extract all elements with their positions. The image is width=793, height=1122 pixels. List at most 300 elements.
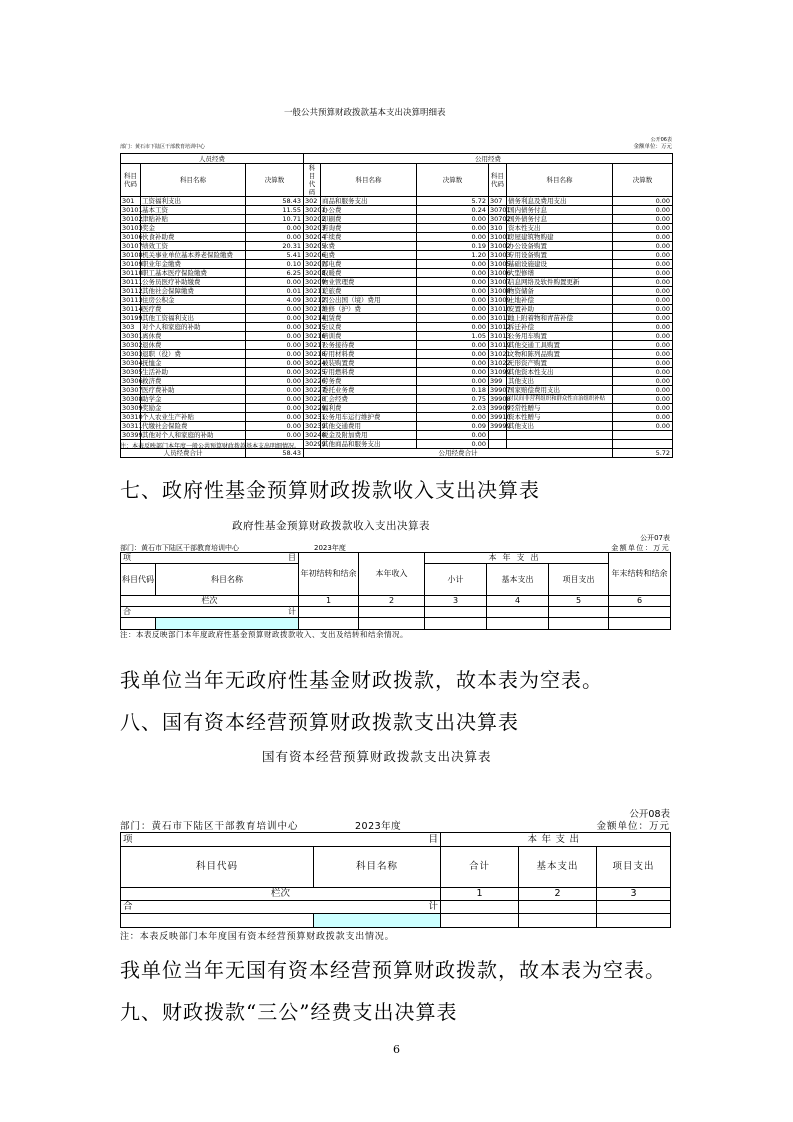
cell-other-name: 国家赔偿费用支出	[507, 386, 613, 395]
total-personnel-label: 人员经费合计	[121, 449, 246, 458]
table-row	[121, 914, 671, 928]
cell-other-code: 399	[489, 377, 507, 386]
cell-personnel-name: 公务员医疗补助缴费	[141, 278, 246, 287]
cell-personnel-name: 职业年金缴费	[141, 260, 246, 269]
cell-public-amount: 1.05	[417, 332, 489, 341]
cell-personnel-name: 机关事业单位基本养老保险缴费	[141, 251, 246, 260]
cell-public-name: 公务用车运行维护费	[321, 413, 417, 422]
cell-personnel-code: 30102	[122, 215, 143, 223]
table-row	[121, 413, 673, 422]
cell-other-code: 31013	[490, 332, 511, 340]
cell-other-amount: 0.00	[613, 413, 673, 422]
table-row	[121, 404, 673, 413]
cell-public-code: 30215	[305, 323, 326, 331]
cell-other-name: 土地补偿	[507, 296, 613, 305]
cell-public-amount: 0.00	[417, 323, 489, 332]
table-row	[121, 377, 673, 386]
cell-other-amount: 0.00	[613, 323, 673, 332]
column-number-row	[121, 596, 671, 607]
cell-public-code: 30205	[305, 242, 326, 250]
cell-other-name: 文物和陈列品购置	[507, 350, 613, 359]
cell-public-code: 30212	[305, 296, 326, 304]
cell-other-code: 31006	[490, 269, 511, 277]
cell-personnel-code: 30108	[122, 251, 143, 259]
cell-personnel-code: 30306	[122, 377, 143, 385]
table-cell	[441, 914, 519, 928]
table-row	[121, 422, 673, 431]
cell-public-code: 30227	[305, 386, 326, 394]
cell-public-code: 30216	[305, 332, 326, 340]
cell-public-name: 电费	[321, 251, 417, 260]
section7-empty-statement: 我单位当年无政府性基金财政拨款，故本表为空表。	[120, 668, 603, 692]
cell-public-amount: 0.24	[417, 206, 489, 215]
table-header-row	[121, 847, 671, 888]
table8-form-number: 公开08表	[629, 809, 670, 820]
cell-other-code: 31002	[490, 242, 511, 250]
cell-other-code: 31011	[490, 314, 511, 322]
cell-other-amount: 0.00	[613, 296, 673, 305]
cell-personnel-code: 30110	[122, 269, 143, 277]
cell-personnel-amount: 0.00	[246, 404, 304, 413]
cell-public-amount: 0.00	[417, 368, 489, 377]
cell-other-amount: 0.00	[613, 422, 673, 431]
total-label	[121, 607, 299, 618]
table-row	[121, 341, 673, 350]
total-label-left: 合	[123, 607, 131, 616]
col-header-closing-balance: 年末结转和结余	[609, 553, 671, 596]
cell-public-name: 办公费	[321, 206, 417, 215]
cell-other-amount: 0.00	[613, 251, 673, 260]
cell-other-name: 经常性赠与	[507, 404, 613, 413]
cell-public-amount: 0.75	[417, 395, 489, 404]
cell-public-code: 30299	[305, 440, 326, 448]
cell-public-code: 30209	[305, 278, 326, 286]
cell-public-code: 30217	[305, 341, 326, 349]
cell-personnel-code: 30301	[122, 332, 143, 340]
cell-other-amount: 0.00	[613, 395, 673, 404]
cell-public-amount: 0.18	[417, 386, 489, 395]
cell-personnel-amount: 4.09	[246, 296, 304, 305]
cell-other-amount: 0.00	[613, 332, 673, 341]
col-header-amount: 决算数	[417, 164, 489, 197]
column-number: 2	[519, 888, 597, 901]
cell-other-code: 310	[489, 224, 507, 233]
cell-public-amount: 0.00	[417, 215, 489, 224]
item-header-right: 目	[428, 833, 438, 845]
cell-personnel-name: 离休费	[141, 332, 246, 341]
table1-title: 一般公共预算财政拨款基本支出决算明细表	[284, 108, 446, 118]
highlighted-cell	[156, 618, 299, 630]
col-header-code: 科目代码	[121, 164, 141, 197]
cell-other-amount: 0.00	[613, 305, 673, 314]
cell-personnel-name: 奖金	[141, 224, 246, 233]
cell-public-name: 差旅费	[321, 287, 417, 296]
cell-personnel-amount: 0.00	[246, 377, 304, 386]
column-number: 5	[549, 596, 609, 607]
cell-public-code: 30231	[305, 413, 326, 421]
group-header-expense: 本年支出	[425, 553, 609, 564]
cell-personnel-amount: 0.00	[246, 359, 304, 368]
cell-other-code: 31021	[490, 350, 511, 358]
cell-other-code: 31005	[490, 260, 511, 268]
table-row	[121, 431, 673, 440]
column-number: 3	[425, 596, 487, 607]
cell-other-amount: 0.00	[613, 224, 673, 233]
cell-other-amount	[613, 440, 673, 449]
cell-personnel-code: 30308	[122, 395, 143, 403]
cell-public-name: 培训费	[321, 332, 417, 341]
cell-public-name: 因公出国（境）费用	[321, 296, 417, 305]
cell-personnel-name: 助学金	[141, 395, 246, 404]
column-number-row	[121, 888, 671, 901]
table-row	[121, 242, 673, 251]
table-row	[121, 323, 673, 332]
cell-personnel-code: 30103	[122, 224, 143, 232]
group-header-public: 公用经费	[304, 154, 673, 164]
table-row	[121, 386, 673, 395]
col-header-code: 科目代码	[489, 164, 507, 197]
cell-public-amount: 0.00	[417, 269, 489, 278]
table-row	[121, 287, 673, 296]
col-header-basic: 基本支出	[487, 564, 549, 596]
cell-public-name: 公务接待费	[321, 341, 417, 350]
table-cell	[549, 618, 609, 630]
cell-public-name: 印刷费	[321, 215, 417, 224]
cell-public-name: 福利费	[321, 404, 417, 413]
cell-public-code: 30203	[305, 224, 326, 232]
cell-other-name: 其他支出	[507, 422, 613, 431]
table1-form-number: 公开06表	[650, 137, 672, 143]
total-label-right: 计	[288, 607, 296, 616]
cell-personnel-name: 对个人和家庭的补助	[141, 323, 246, 332]
cell-personnel-name: 生活补助	[141, 368, 246, 377]
table-row	[121, 269, 673, 278]
cell-other-name	[507, 431, 613, 440]
cell-other-name	[507, 440, 613, 449]
cell-personnel-code: 30304	[122, 359, 143, 367]
group-header-personnel: 人员经费	[121, 154, 304, 164]
cell-public-name: 会议费	[321, 323, 417, 332]
cell-personnel-name: 其他对个人和家庭的补助	[141, 431, 246, 440]
cell-public-name: 物业管理费	[321, 278, 417, 287]
cell-public-amount: 0.19	[417, 242, 489, 251]
cell-personnel-amount: 0.00	[246, 305, 304, 314]
basic-expenditure-detail-table	[120, 153, 673, 458]
cell-personnel-amount: 0.00	[246, 314, 304, 323]
cell-other-name: 无形资产购置	[507, 359, 613, 368]
cell-personnel-name: 住房公积金	[141, 296, 246, 305]
total-public-amount: 5.72	[613, 449, 673, 458]
col-header-name: 科目名称	[141, 164, 246, 197]
table-row	[121, 296, 673, 305]
cell-personnel-name: 伙食补助费	[141, 233, 246, 242]
table8-unit: 金额单位：万元	[596, 821, 670, 832]
table8-department: 部门：黄石市下陆区干部教育培训中心	[120, 821, 299, 832]
table7-year: 2023年度	[314, 544, 346, 552]
cell-personnel-amount: 0.01	[246, 287, 304, 296]
cell-other-name: 安置补助	[507, 305, 613, 314]
cell-public-amount: 0.00	[417, 359, 489, 368]
cell-public-amount: 0.00	[417, 278, 489, 287]
cell-public-amount: 0.00	[417, 233, 489, 242]
table7-title: 政府性基金预算财政拨款收入支出决算表	[232, 520, 430, 532]
cell-other-name: 大型修缮	[507, 269, 613, 278]
cell-other-name: 其他支出	[507, 377, 613, 386]
cell-other-code: 31010	[490, 305, 511, 313]
cell-personnel-amount: 6.25	[246, 269, 304, 278]
item-header-left: 项	[123, 553, 131, 562]
cell-personnel-code: 303	[121, 323, 141, 332]
cell-public-amount: 0.09	[417, 422, 489, 431]
cell-public-amount: 0.00	[417, 305, 489, 314]
table-cell	[121, 914, 314, 928]
cell-public-amount: 0.00	[417, 314, 489, 323]
cell-other-name: 国外债务付息	[507, 215, 613, 224]
cell-other-amount: 0.00	[613, 269, 673, 278]
cell-personnel-code: 30305	[122, 368, 143, 376]
column-number: 1	[441, 888, 519, 901]
cell-personnel-code: 30109	[122, 260, 143, 268]
table-row	[121, 305, 673, 314]
total-label-right: 计	[428, 901, 438, 912]
cell-personnel-name: 津贴补贴	[141, 215, 246, 224]
cell-personnel-amount: 0.00	[246, 278, 304, 287]
table-cell	[597, 901, 671, 914]
cell-other-amount: 0.00	[613, 314, 673, 323]
cell-public-amount: 0.00	[417, 413, 489, 422]
cell-other-code: 31012	[490, 323, 511, 331]
table8-note: 注：本表反映部门本年度国有资本经营预算财政拨款支出情况。	[120, 932, 395, 942]
table-header-row	[121, 833, 671, 847]
cell-other-code: 31019	[490, 341, 511, 349]
cell-other-name: 办公设备购置	[507, 242, 613, 251]
table-header-row	[121, 553, 671, 564]
cell-other-code: 39999	[490, 422, 511, 430]
cell-other-amount: 0.00	[613, 287, 673, 296]
table-header-row	[121, 164, 673, 197]
cell-public-name: 劳务费	[321, 377, 417, 386]
table-cell	[425, 607, 487, 618]
table-cell	[299, 607, 359, 618]
col-header-name: 科目名称	[507, 164, 613, 197]
cell-personnel-name: 工资福利支出	[141, 197, 246, 206]
cell-other-code: 31099	[490, 368, 511, 376]
cell-personnel-name: 抚恤金	[141, 359, 246, 368]
cell-public-code: 30229	[305, 404, 326, 412]
table-cell	[597, 914, 671, 928]
cell-other-name: 债务利息及费用支出	[507, 197, 613, 206]
cell-public-code: 30218	[305, 350, 326, 358]
cell-public-name: 邮电费	[321, 260, 417, 269]
cell-public-amount: 0.00	[417, 341, 489, 350]
cell-other-name: 国内债务付息	[507, 206, 613, 215]
table-header-row	[121, 154, 673, 164]
cell-personnel-name: 退职（役）费	[141, 350, 246, 359]
section7-heading: 七、政府性基金预算财政拨款收入支出决算表	[120, 478, 540, 502]
cell-other-code: 307	[489, 197, 507, 206]
cell-other-amount: 0.00	[613, 386, 673, 395]
cell-public-amount: 0.00	[417, 296, 489, 305]
cell-other-name: 资本性赠与	[507, 413, 613, 422]
cell-public-code: 30240	[305, 431, 326, 439]
cell-public-name: 取暖费	[321, 269, 417, 278]
col-header-subtotal: 小计	[425, 564, 487, 596]
cell-personnel-amount: 0.00	[246, 413, 304, 422]
cell-other-amount	[613, 431, 673, 440]
row-label: 栏次	[121, 596, 299, 607]
highlighted-cell	[314, 914, 441, 928]
table8-title: 国有资本经营预算财政拨款支出决算表	[262, 749, 492, 764]
cell-personnel-code: 30303	[122, 350, 143, 358]
table-cell	[549, 607, 609, 618]
cell-other-name: 拆迁补偿	[507, 323, 613, 332]
table7-note: 注：本表反映部门本年度政府性基金预算财政拨款收入、支出及结转和结余情况。	[120, 630, 408, 639]
row-label: 栏次	[121, 888, 441, 901]
table-cell	[519, 914, 597, 928]
cell-other-amount: 0.00	[613, 206, 673, 215]
cell-other-amount: 0.00	[613, 368, 673, 377]
table1-note: 注：本表反映部门本年度一般公共预算财政拨款基本支出明细情况。	[120, 443, 301, 450]
cell-other-name: 公务用车购置	[507, 332, 613, 341]
cell-public-name: 被装购置费	[321, 359, 417, 368]
cell-personnel-code: 30309	[122, 404, 143, 412]
cell-personnel-code: 30399	[122, 431, 143, 439]
cell-public-code: 30204	[305, 233, 326, 241]
cell-personnel-name: 个人农业生产补贴	[141, 413, 246, 422]
col-header-total: 合计	[441, 847, 519, 888]
cell-other-code: 31007	[490, 278, 511, 286]
col-header-name: 科目名称	[321, 164, 417, 197]
cell-public-code: 30206	[305, 251, 326, 259]
table-row	[121, 206, 673, 215]
col-header-code: 科目代码	[121, 564, 156, 596]
cell-public-code: 302	[304, 197, 321, 206]
cell-public-amount: 0.00	[417, 287, 489, 296]
col-header-project: 项目支出	[597, 847, 671, 888]
cell-personnel-amount: 0.00	[246, 368, 304, 377]
table-row	[121, 359, 673, 368]
cell-personnel-name: 职工基本医疗保险缴费	[141, 269, 246, 278]
cell-public-code: 30226	[305, 377, 326, 385]
cell-public-name: 其他交通费用	[321, 422, 417, 431]
table-row	[121, 368, 673, 377]
cell-other-code	[489, 440, 507, 449]
state-capital-table	[120, 832, 671, 928]
table-cell	[441, 901, 519, 914]
cell-other-code: 31022	[490, 359, 511, 367]
cell-other-amount: 0.00	[613, 260, 673, 269]
cell-personnel-code: 30310	[122, 413, 143, 421]
cell-personnel-amount: 0.00	[246, 233, 304, 242]
total-label	[121, 901, 441, 914]
table-row	[121, 251, 673, 260]
cell-public-name: 商品和服务支出	[321, 197, 417, 206]
cell-personnel-amount: 0.00	[246, 422, 304, 431]
government-fund-table	[120, 552, 671, 630]
cell-other-code: 31003	[490, 251, 511, 259]
table-row	[121, 233, 673, 242]
cell-personnel-code: 30302	[122, 341, 143, 349]
table-row	[121, 260, 673, 269]
cell-personnel-code: 30114	[122, 305, 143, 313]
cell-personnel-name: 救济费	[141, 377, 246, 386]
cell-other-name: 基础设施建设	[507, 260, 613, 269]
table-cell	[609, 618, 671, 630]
table8-year: 2023年度	[355, 821, 402, 832]
cell-personnel-name: 医疗费	[141, 305, 246, 314]
cell-personnel-amount: 0.00	[246, 323, 304, 332]
cell-personnel-code: 30199	[122, 314, 143, 322]
cell-public-code: 30214	[305, 314, 326, 322]
cell-personnel-amount: 0.00	[246, 332, 304, 341]
cell-personnel-amount: 58.43	[246, 197, 304, 206]
cell-public-name: 税金及附加费用	[321, 431, 417, 440]
cell-personnel-code: 30111	[122, 278, 143, 286]
group-header-expense: 本年支出	[441, 833, 671, 847]
item-header	[121, 833, 441, 847]
cell-public-code: 30224	[305, 359, 326, 367]
cell-public-name: 其他商品和服务支出	[321, 440, 417, 449]
cell-public-amount: 1.20	[417, 251, 489, 260]
cell-other-code: 39907	[490, 386, 511, 394]
table-row	[121, 314, 673, 323]
cell-public-amount: 0.00	[417, 377, 489, 386]
cell-other-name: 专用设备购置	[507, 251, 613, 260]
table1-department: 部门：黄石市下陆区干部教育培训中心	[120, 144, 206, 150]
col-header-basic: 基本支出	[519, 847, 597, 888]
cell-other-name: 房屋建筑物购建	[507, 233, 613, 242]
cell-personnel-name: 医疗费补助	[141, 386, 246, 395]
cell-public-code: 30211	[305, 287, 326, 295]
table-total-row	[121, 607, 671, 618]
total-label-left: 合	[123, 901, 133, 912]
col-header-amount: 决算数	[613, 164, 673, 197]
cell-personnel-amount: 11.55	[246, 206, 304, 215]
table-cell	[299, 618, 359, 630]
cell-personnel-name: 其他社会保障缴费	[141, 287, 246, 296]
page-number: 6	[393, 1043, 400, 1056]
cell-other-amount: 0.00	[613, 278, 673, 287]
table-cell	[425, 618, 487, 630]
col-header-amount: 决算数	[246, 164, 304, 197]
cell-other-name: 物资储备	[507, 287, 613, 296]
cell-personnel-code: 30107	[122, 242, 143, 250]
col-header-code: 科目代码	[304, 164, 321, 197]
cell-public-amount: 0.00	[417, 350, 489, 359]
cell-public-amount: 0.00	[417, 440, 489, 449]
table-cell	[121, 618, 156, 630]
cell-personnel-amount: 0.00	[246, 395, 304, 404]
table-cell	[519, 901, 597, 914]
col-header-code: 科目代码	[121, 847, 314, 888]
table-cell	[359, 607, 425, 618]
cell-public-amount: 5.72	[417, 197, 489, 206]
cell-public-code: 30207	[305, 260, 326, 268]
cell-other-code: 31009	[490, 296, 511, 304]
table-row	[121, 332, 673, 341]
cell-other-amount: 0.00	[613, 341, 673, 350]
table7-unit: 金额单位：万元	[611, 544, 670, 552]
cell-personnel-code: 30101	[122, 206, 143, 214]
column-number: 1	[299, 596, 359, 607]
table-cell	[487, 618, 549, 630]
cell-public-amount: 0.00	[417, 260, 489, 269]
col-header-opening-balance: 年初结转和结余	[299, 553, 359, 596]
column-number: 3	[597, 888, 671, 901]
cell-personnel-amount: 0.00	[246, 431, 304, 440]
cell-other-name: 其他交通工具购置	[507, 341, 613, 350]
cell-public-code: 30239	[305, 422, 326, 430]
